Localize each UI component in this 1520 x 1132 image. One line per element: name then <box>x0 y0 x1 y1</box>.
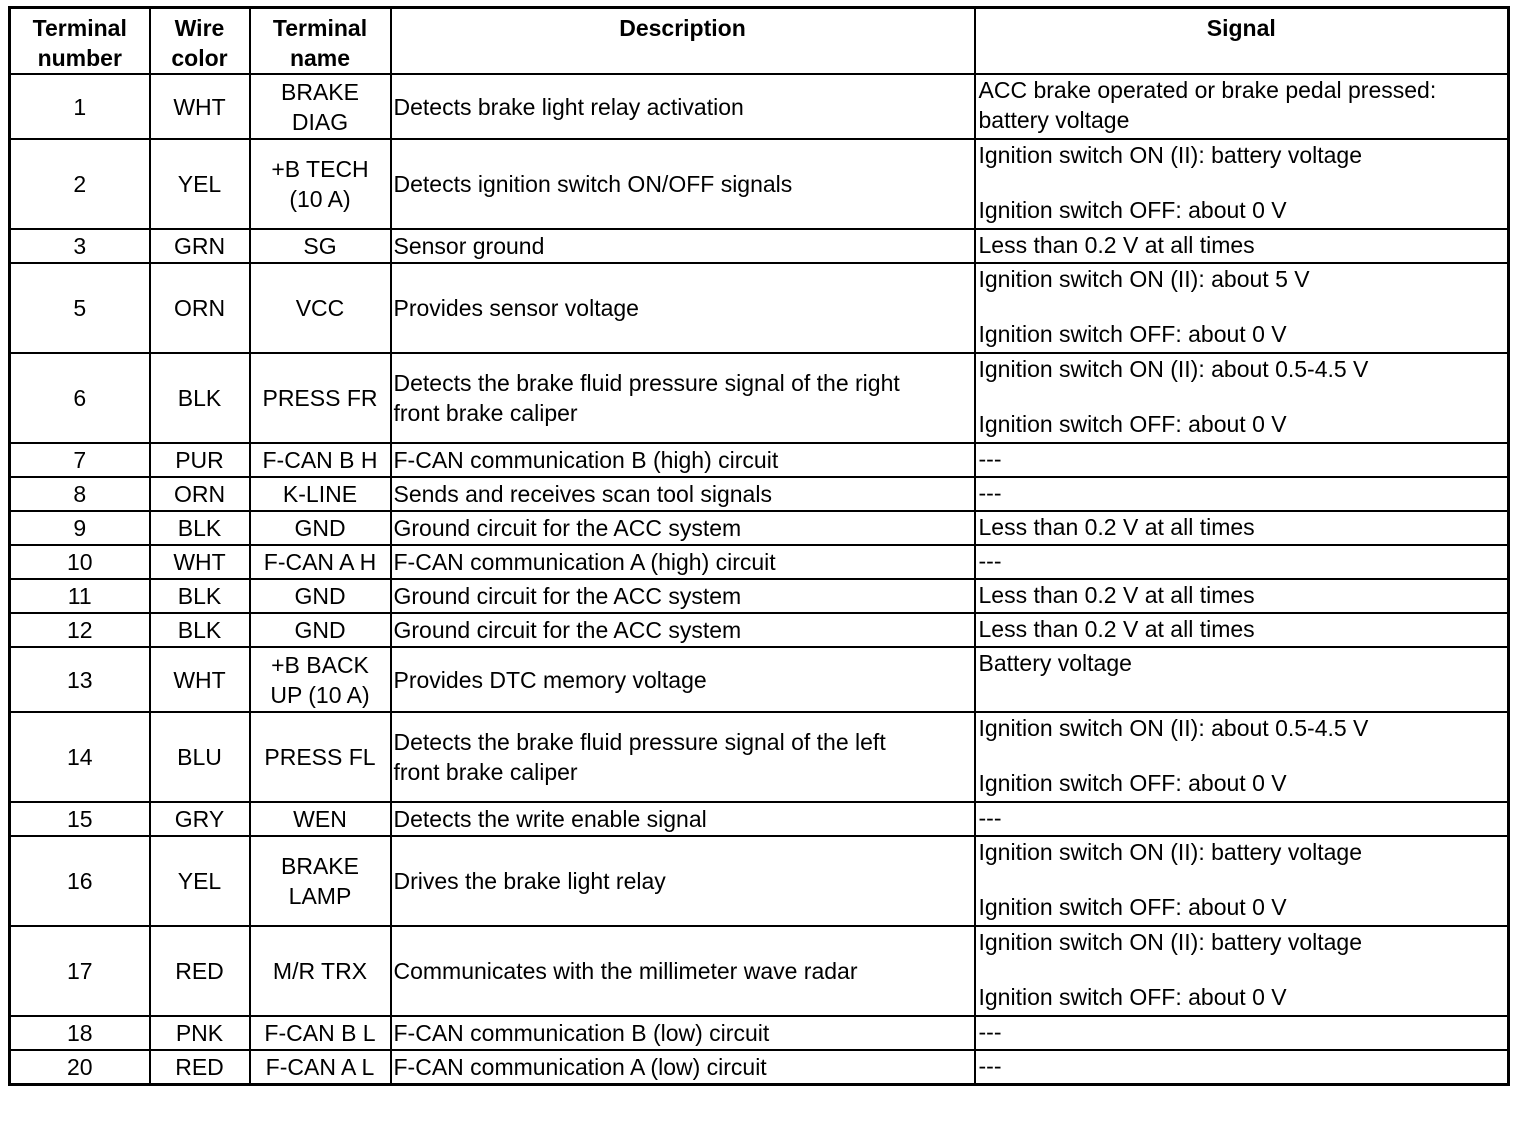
signal-line: --- <box>978 548 1002 574</box>
signal-line: Battery voltage <box>978 650 1132 676</box>
description-cell: Sensor ground <box>391 229 975 263</box>
signal-line: Ignition switch OFF: about 0 V <box>978 197 1287 223</box>
table-row <box>10 926 1509 1016</box>
wire-color-cell: PNK <box>150 1016 250 1050</box>
description-cell: Communicates with the millimeter wave radar <box>391 926 975 1016</box>
terminal-name-cell: +B TECH (10 A) <box>250 139 391 229</box>
wire-color-cell: ORN <box>150 263 250 353</box>
table-row <box>10 836 1509 926</box>
table-row <box>10 1016 1509 1050</box>
signal-line: ACC brake operated or brake pedal pressed: battery voltage <box>978 77 1437 133</box>
terminal-number-cell: 5 <box>10 263 150 353</box>
signal-line: Less than 0.2 V at all times <box>978 582 1255 608</box>
header-terminal-name: Terminal name <box>250 8 391 75</box>
signal-cell <box>975 545 1509 579</box>
signal-cell <box>975 613 1509 647</box>
terminal-number-cell: 9 <box>10 511 150 545</box>
wire-color-cell: GRY <box>150 802 250 836</box>
terminal-name-cell: GND <box>250 511 391 545</box>
terminal-number-cell: 14 <box>10 712 150 802</box>
header-wire-color: Wire color <box>150 8 250 75</box>
signal-cell <box>975 802 1509 836</box>
description-cell: Detects ignition switch ON/OFF signals <box>391 139 975 229</box>
terminal-name-cell: F-CAN B H <box>250 443 391 477</box>
wire-color-cell: YEL <box>150 139 250 229</box>
terminal-number-cell: 12 <box>10 613 150 647</box>
signal-line: Ignition switch OFF: about 0 V <box>978 321 1287 347</box>
signal-line: Ignition switch ON (II): battery voltage <box>978 839 1362 865</box>
wire-color-cell: RED <box>150 926 250 1016</box>
wire-color-cell: WHT <box>150 545 250 579</box>
terminal-number-cell: 13 <box>10 647 150 712</box>
signal-cell <box>975 477 1509 511</box>
terminal-name-cell: VCC <box>250 263 391 353</box>
table-row <box>10 74 1509 139</box>
terminal-name-cell: F-CAN A L <box>250 1050 391 1084</box>
signal-line: --- <box>978 446 1002 472</box>
wire-color-cell: GRN <box>150 229 250 263</box>
terminal-name-cell: PRESS FL <box>250 712 391 802</box>
signal-line: Ignition switch ON (II): battery voltage <box>978 142 1362 168</box>
signal-line: Less than 0.2 V at all times <box>978 616 1255 642</box>
table-row <box>10 263 1509 353</box>
description-cell: Detects brake light relay activation <box>391 74 975 139</box>
signal-cell <box>975 443 1509 477</box>
signal-line: --- <box>978 805 1002 831</box>
description-cell: F-CAN communication B (low) circuit <box>391 1016 975 1050</box>
header-description: Description <box>391 8 975 75</box>
terminal-number-cell: 8 <box>10 477 150 511</box>
signal-line: Ignition switch OFF: about 0 V <box>978 984 1287 1010</box>
table-row <box>10 353 1509 443</box>
description-cell: F-CAN communication A (low) circuit <box>391 1050 975 1084</box>
wire-color-cell: WHT <box>150 647 250 712</box>
terminal-name-cell: SG <box>250 229 391 263</box>
description-cell: Ground circuit for the ACC system <box>391 579 975 613</box>
terminal-name-cell: F-CAN B L <box>250 1016 391 1050</box>
terminal-number-cell: 20 <box>10 1050 150 1084</box>
table-body <box>10 74 1509 1084</box>
table-row <box>10 443 1509 477</box>
signal-cell <box>975 74 1509 139</box>
wire-color-cell: BLK <box>150 511 250 545</box>
terminal-number-cell: 10 <box>10 545 150 579</box>
terminal-number-cell: 3 <box>10 229 150 263</box>
table-row <box>10 229 1509 263</box>
terminal-number-cell: 7 <box>10 443 150 477</box>
signal-line: Ignition switch OFF: about 0 V <box>978 894 1287 920</box>
wire-color-cell: BLK <box>150 613 250 647</box>
signal-cell <box>975 1016 1509 1050</box>
table-row <box>10 477 1509 511</box>
signal-line: Less than 0.2 V at all times <box>978 232 1255 258</box>
terminal-number-cell: 15 <box>10 802 150 836</box>
table-row <box>10 579 1509 613</box>
table-row <box>10 545 1509 579</box>
wire-color-cell: PUR <box>150 443 250 477</box>
wire-color-cell: WHT <box>150 74 250 139</box>
description-cell: Provides sensor voltage <box>391 263 975 353</box>
terminal-name-cell: PRESS FR <box>250 353 391 443</box>
signal-line: --- <box>978 1053 1002 1079</box>
description-cell: F-CAN communication A (high) circuit <box>391 545 975 579</box>
terminal-name-cell: WEN <box>250 802 391 836</box>
terminal-table <box>8 6 1510 1086</box>
description-cell: Detects the write enable signal <box>391 802 975 836</box>
description-cell: Detects the brake fluid pressure signal of the right front brake caliper <box>391 353 975 443</box>
wire-color-cell: ORN <box>150 477 250 511</box>
signal-cell <box>975 836 1509 926</box>
signal-line: --- <box>978 1019 1002 1045</box>
table-row <box>10 647 1509 712</box>
signal-cell <box>975 511 1509 545</box>
wire-color-cell: YEL <box>150 836 250 926</box>
terminal-number-cell: 1 <box>10 74 150 139</box>
signal-cell <box>975 139 1509 229</box>
terminal-name-cell: F-CAN A H <box>250 545 391 579</box>
terminal-name-cell: K-LINE <box>250 477 391 511</box>
table-row <box>10 712 1509 802</box>
signal-line: Ignition switch ON (II): battery voltage <box>978 929 1362 955</box>
signal-cell <box>975 1050 1509 1084</box>
terminal-name-cell: +B BACK UP (10 A) <box>250 647 391 712</box>
table-row <box>10 613 1509 647</box>
signal-cell <box>975 579 1509 613</box>
wire-color-cell: BLK <box>150 579 250 613</box>
description-cell: Drives the brake light relay <box>391 836 975 926</box>
wire-color-cell: BLK <box>150 353 250 443</box>
description-cell: F-CAN communication B (high) circuit <box>391 443 975 477</box>
terminal-number-cell: 16 <box>10 836 150 926</box>
header-terminal-number: Terminal number <box>10 8 150 75</box>
description-cell: Ground circuit for the ACC system <box>391 613 975 647</box>
signal-cell <box>975 712 1509 802</box>
table-row <box>10 1050 1509 1084</box>
signal-line: Ignition switch ON (II): about 5 V <box>978 266 1310 292</box>
terminal-number-cell: 6 <box>10 353 150 443</box>
terminal-name-cell: GND <box>250 613 391 647</box>
terminal-name-cell: BRAKE LAMP <box>250 836 391 926</box>
signal-cell <box>975 647 1509 712</box>
description-cell: Detects the brake fluid pressure signal of the left front brake caliper <box>391 712 975 802</box>
terminal-number-cell: 17 <box>10 926 150 1016</box>
terminal-name-cell: BRAKE DIAG <box>250 74 391 139</box>
signal-line: Ignition switch ON (II): about 0.5-4.5 V <box>978 356 1369 382</box>
signal-cell <box>975 263 1509 353</box>
signal-line: Ignition switch ON (II): about 0.5-4.5 V <box>978 715 1369 741</box>
table-row <box>10 802 1509 836</box>
terminal-number-cell: 11 <box>10 579 150 613</box>
table-row <box>10 511 1509 545</box>
signal-cell <box>975 353 1509 443</box>
description-cell: Sends and receives scan tool signals <box>391 477 975 511</box>
description-cell: Provides DTC memory voltage <box>391 647 975 712</box>
table-row <box>10 139 1509 229</box>
signal-line: Ignition switch OFF: about 0 V <box>978 770 1287 796</box>
terminal-number-cell: 18 <box>10 1016 150 1050</box>
description-cell: Ground circuit for the ACC system <box>391 511 975 545</box>
table-header <box>10 8 1509 75</box>
signal-cell <box>975 229 1509 263</box>
terminal-name-cell: GND <box>250 579 391 613</box>
signal-line: --- <box>978 480 1002 506</box>
signal-cell <box>975 926 1509 1016</box>
wire-color-cell: RED <box>150 1050 250 1084</box>
header-signal: Signal <box>975 8 1509 75</box>
header-row <box>10 8 1509 75</box>
wire-color-cell: BLU <box>150 712 250 802</box>
signal-line: Less than 0.2 V at all times <box>978 514 1255 540</box>
signal-line: Ignition switch OFF: about 0 V <box>978 411 1287 437</box>
terminal-name-cell: M/R TRX <box>250 926 391 1016</box>
terminal-number-cell: 2 <box>10 139 150 229</box>
